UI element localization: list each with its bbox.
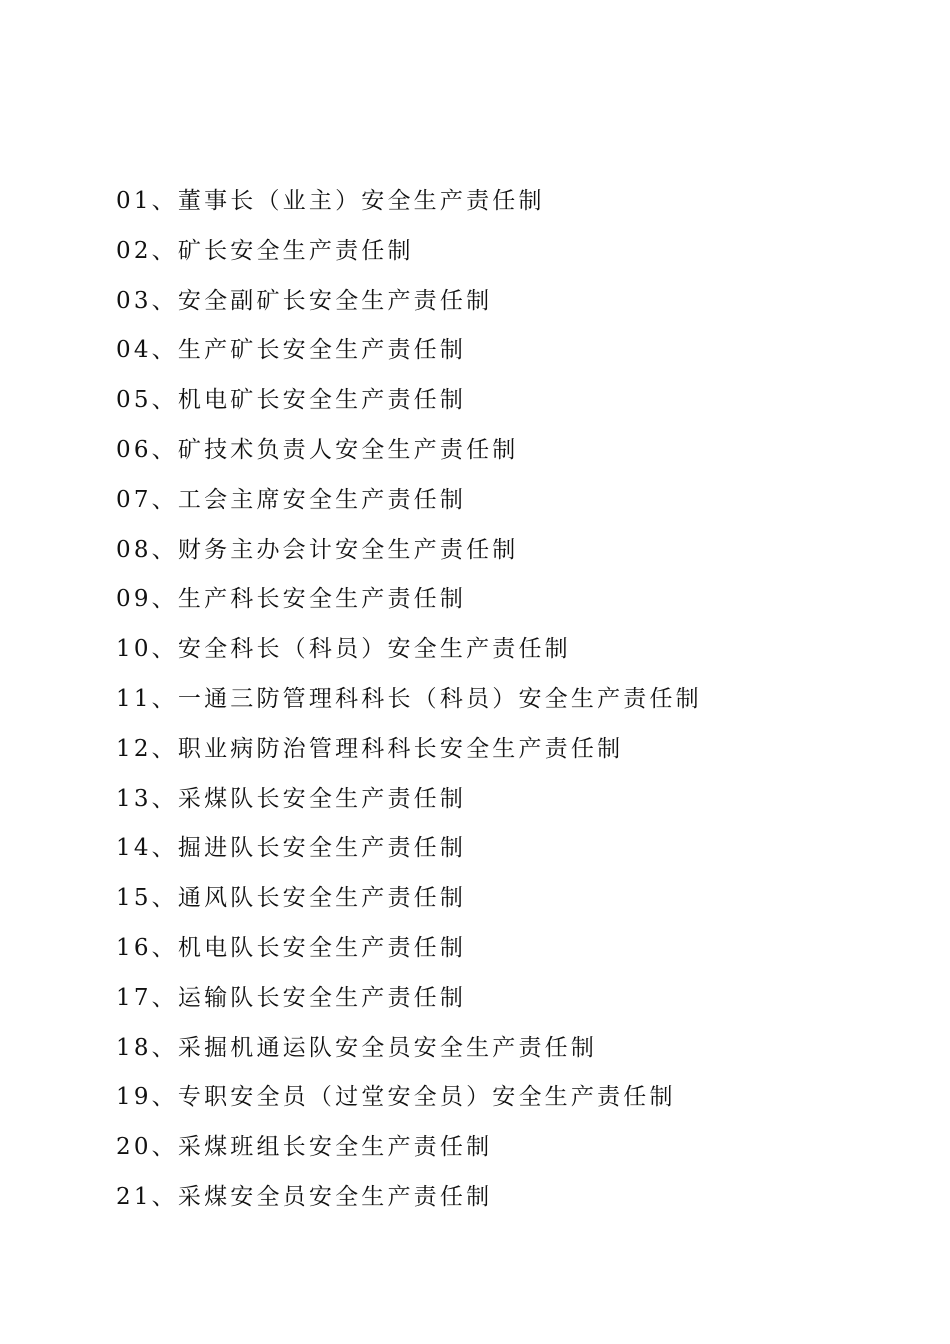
list-item [116, 530, 916, 580]
item-number: 14 [116, 835, 152, 862]
item-title: 工会主席安全生产责任制 [177, 486, 467, 513]
item-separator: 、 [151, 1084, 178, 1111]
list-item [116, 828, 916, 878]
item-title: 专职安全员（过堂安全员）安全生产责任制 [177, 1084, 676, 1111]
item-title: 机电矿长安全生产责任制 [177, 387, 467, 414]
list-item [116, 480, 916, 530]
item-separator: 、 [151, 536, 178, 563]
list-item [116, 1077, 916, 1127]
item-number: 16 [116, 934, 152, 961]
item-number: 04 [116, 337, 152, 364]
item-separator: 、 [151, 636, 178, 663]
item-separator: 、 [151, 885, 178, 912]
item-title: 采煤队长安全生产责任制 [177, 785, 467, 812]
item-title: 生产科长安全生产责任制 [177, 586, 467, 613]
item-number: 03 [116, 287, 152, 314]
item-separator: 、 [151, 1183, 178, 1210]
item-separator: 、 [151, 586, 178, 613]
list-item [116, 928, 916, 978]
item-number: 21 [116, 1183, 152, 1210]
item-title: 机电队长安全生产责任制 [177, 934, 467, 961]
list-item [116, 1127, 916, 1177]
list-item [116, 1177, 916, 1227]
list-item [116, 978, 916, 1028]
item-separator: 、 [151, 984, 178, 1011]
item-separator: 、 [151, 287, 178, 314]
item-separator: 、 [151, 934, 178, 961]
item-number: 18 [116, 1034, 152, 1061]
item-title: 生产矿长安全生产责任制 [177, 337, 467, 364]
item-title: 财务主办会计安全生产责任制 [177, 536, 519, 563]
item-number: 09 [116, 586, 152, 613]
item-title: 矿技术负责人安全生产责任制 [177, 436, 519, 463]
item-title: 矿长安全生产责任制 [177, 237, 414, 264]
item-number: 19 [116, 1084, 152, 1111]
item-title: 董事长（业主）安全生产责任制 [177, 188, 545, 214]
list-item [116, 231, 916, 281]
item-number: 07 [116, 486, 152, 513]
item-number: 10 [116, 636, 152, 663]
item-number: 02 [116, 237, 152, 264]
item-number: 01 [116, 188, 152, 214]
item-separator: 、 [151, 835, 178, 862]
item-title: 掘进队长安全生产责任制 [177, 835, 467, 862]
item-separator: 、 [151, 337, 178, 364]
list-item [116, 281, 916, 331]
list-item [116, 1028, 916, 1078]
list-item [116, 380, 916, 430]
list-item [116, 579, 916, 629]
responsibility-list [116, 181, 916, 1227]
item-title: 运输队长安全生产责任制 [177, 984, 467, 1011]
item-title: 采掘机通运队安全员安全生产责任制 [177, 1034, 598, 1061]
item-number: 12 [116, 735, 152, 762]
list-item [116, 729, 916, 779]
item-title: 采煤班组长安全生产责任制 [177, 1134, 493, 1161]
item-separator: 、 [151, 1034, 178, 1061]
item-title: 通风队长安全生产责任制 [177, 885, 467, 912]
item-number: 13 [116, 785, 152, 812]
list-item [116, 629, 916, 679]
list-item [116, 330, 916, 380]
item-separator: 、 [151, 237, 178, 264]
list-item [116, 679, 916, 729]
item-title: 采煤安全员安全生产责任制 [177, 1183, 493, 1210]
item-separator: 、 [151, 436, 178, 463]
list-item [116, 878, 916, 928]
item-separator: 、 [151, 785, 178, 812]
item-title: 安全副矿长安全生产责任制 [177, 287, 493, 314]
item-number: 17 [116, 984, 152, 1011]
item-number: 11 [116, 685, 152, 712]
item-separator: 、 [151, 387, 178, 414]
item-title: 一通三防管理科科长（科员）安全生产责任制 [177, 685, 702, 712]
item-number: 06 [116, 436, 152, 463]
item-separator: 、 [151, 486, 178, 513]
item-separator: 、 [151, 685, 178, 712]
list-item [116, 779, 916, 829]
item-number: 05 [116, 387, 152, 414]
item-separator: 、 [151, 735, 178, 762]
list-item [116, 181, 916, 231]
item-number: 20 [116, 1134, 152, 1161]
item-number: 15 [116, 885, 152, 912]
item-title: 职业病防治管理科科长安全生产责任制 [177, 735, 624, 762]
item-number: 08 [116, 536, 152, 563]
item-title: 安全科长（科员）安全生产责任制 [177, 636, 571, 663]
item-separator: 、 [151, 1134, 178, 1161]
item-separator: 、 [151, 188, 178, 214]
list-item [116, 430, 916, 480]
